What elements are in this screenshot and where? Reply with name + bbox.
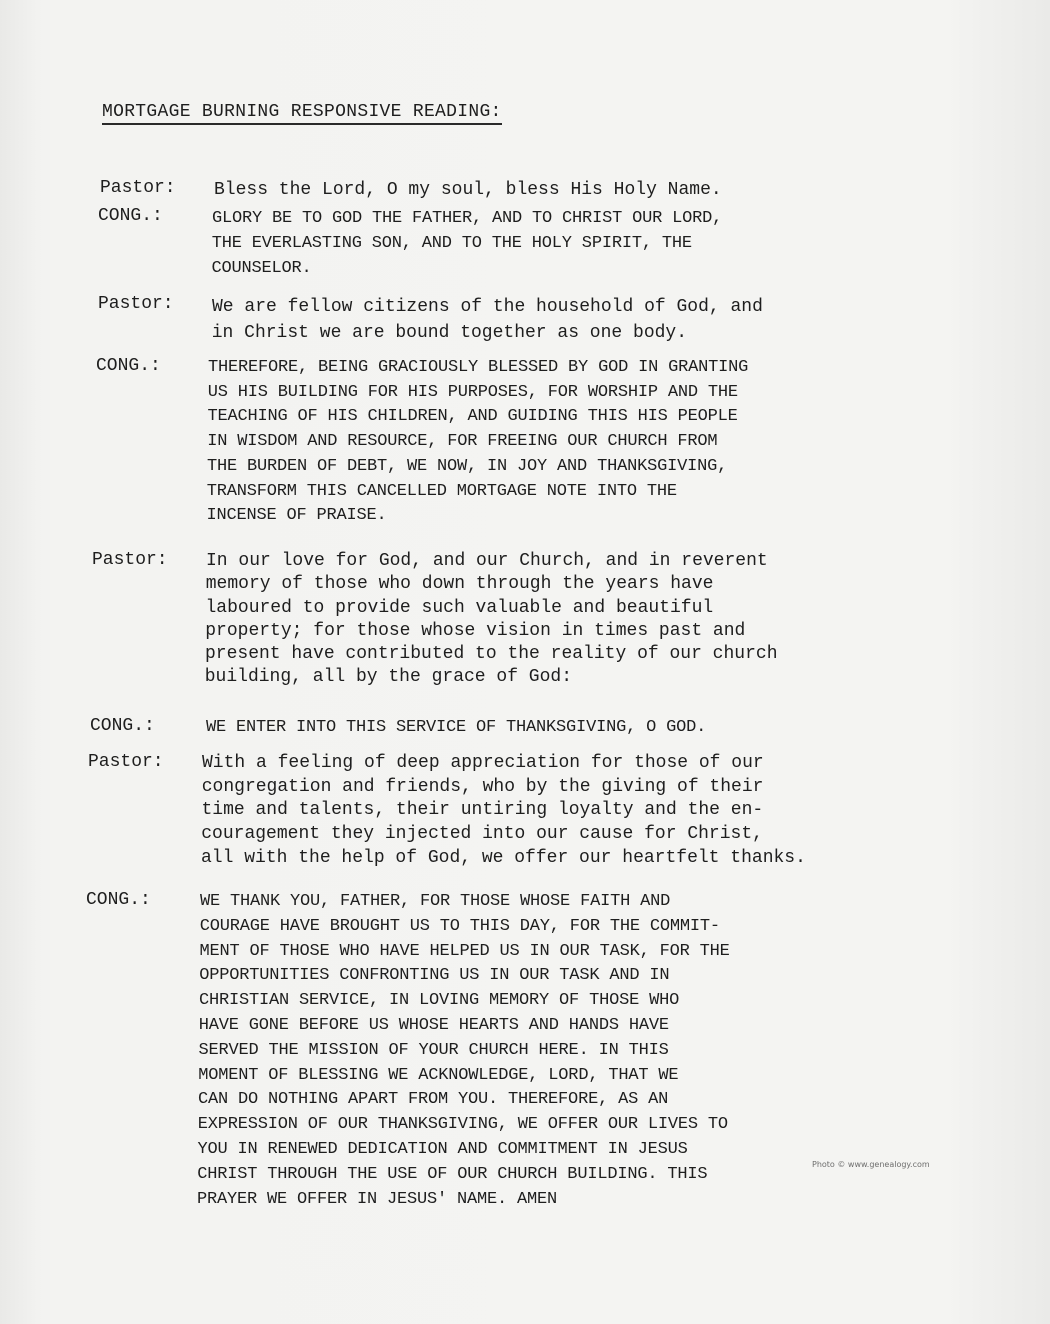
reading-line: With a feeling of deep appreciation for those of our [202, 753, 764, 773]
reading-line: couragement they injected into our cause for Christ, [201, 824, 763, 845]
reading-line: HAVE GONE BEFORE US WHOSE HEARTS AND HANDS HAVE [198, 1015, 669, 1035]
speaker-label: CONG.: [86, 890, 151, 910]
reading-line: CHRIST THROUGH THE USE OF OUR CHURCH BUILDING. THIS [197, 1164, 708, 1184]
reading-line: EXPRESSION OF OUR THANKSGIVING, WE OFFER OUR LIVES TO [197, 1115, 728, 1135]
speaker-label: Pastor: [92, 550, 168, 570]
reading-line: THEREFORE, BEING GRACIOUSLY BLESSED BY GOD IN GRANTING [208, 358, 749, 377]
reading-line: laboured to provide such valuable and beautiful [205, 597, 714, 618]
reading-line: In our love for God, and our Church, and in reverent [206, 551, 768, 571]
reading-line: WE THANK YOU, FATHER, FOR THOSE WHOSE FAITH AND [200, 892, 671, 911]
reading-line: building, all by the grace of God: [204, 667, 573, 688]
speaker-label: CONG.: [90, 716, 155, 736]
pastor-reading [202, 752, 806, 871]
speaker-label: CONG.: [98, 206, 163, 226]
reading-line: property; for those whose vision in times past and [205, 620, 746, 641]
congregation-response [212, 206, 722, 281]
reading-line: OPPORTUNITIES CONFRONTING US IN OUR TASK AND IN [199, 966, 670, 986]
congregation-response [208, 356, 748, 529]
reading-line: WE ENTER INTO THIS SERVICE OF THANKSGIVING, O GOD. [206, 718, 707, 737]
reading-line: all with the help of God, we offer our heartfelt thanks. [201, 847, 806, 868]
reading-line: YOU IN RENEWED DEDICATION AND COMMITMENT IN JESUS [197, 1139, 688, 1159]
reading-line: MENT OF THOSE WHO HAVE HELPED US IN OUR TASK, FOR THE [199, 941, 730, 961]
reading-line: time and talents, their untiring loyalty and the en- [201, 800, 764, 821]
reading-line: CAN DO NOTHING APART FROM YOU. THEREFORE, AS AN [198, 1090, 669, 1110]
speaker-label: Pastor: [98, 294, 174, 314]
watermark [812, 1160, 930, 1170]
pastor-reading [206, 550, 778, 690]
document-title: MORTGAGE BURNING RESPONSIVE READING: [102, 102, 502, 125]
reading-line: SERVED THE MISSION OF YOUR CHURCH HERE. IN THIS [198, 1040, 669, 1060]
reading-line: INCENSE OF PRAISE. [206, 506, 387, 526]
watermark-line: Photo © www.genealogy.com [812, 1160, 930, 1169]
reading-line: THE BURDEN OF DEBT, WE NOW, IN JOY AND THANKSGIVING, [207, 456, 728, 476]
reading-line: TEACHING OF HIS CHILDREN, AND GUIDING THIS HIS PEOPLE [207, 407, 738, 427]
reading-line: MOMENT OF BLESSING WE ACKNOWLEDGE, LORD, THAT WE [198, 1065, 679, 1085]
pastor-reading [214, 178, 722, 202]
reading-line: Bless the Lord, O my soul, bless His Holy Name. [214, 180, 722, 200]
reading-line: We are fellow citizens of the household of God, and [212, 297, 763, 317]
reading-line: congregation and friends, who by the giving of their [201, 776, 764, 797]
reading-line: TRANSFORM THIS CANCELLED MORTGAGE NOTE INTO THE [206, 481, 677, 501]
speaker-label: Pastor: [88, 752, 164, 772]
reading-line: GLORY BE TO GOD THE FATHER, AND TO CHRIST OUR LORD, [212, 209, 723, 228]
reading-line: THE EVERLASTING SON, AND TO THE HOLY SPIRIT, THE [211, 234, 692, 253]
speaker-label: CONG.: [96, 356, 161, 376]
speaker-label: Pastor: [100, 178, 176, 198]
reading-line: in Christ we are bound together as one body. [211, 323, 688, 343]
reading-line: present have contributed to the reality of our church [205, 644, 778, 665]
reading-line: PRAYER WE OFFER IN JESUS' NAME. AMEN [197, 1189, 558, 1209]
pastor-reading [212, 294, 763, 346]
reading-line: CHRISTIAN SERVICE, IN LOVING MEMORY OF THOSE WHO [199, 991, 680, 1011]
congregation-response [206, 716, 706, 740]
reading-line: COURAGE HAVE BROUGHT US TO THIS DAY, FOR THE COMMIT- [199, 916, 720, 936]
reading-line: COUNSELOR. [211, 259, 312, 278]
reading-line: US HIS BUILDING FOR HIS PURPOSES, FOR WORSHIP AND THE [207, 382, 738, 402]
congregation-response [197, 890, 730, 1212]
reading-line: memory of those who down through the years have [205, 574, 714, 595]
reading-line: IN WISDOM AND RESOURCE, FOR FREEING OUR CHURCH FROM [207, 432, 718, 452]
